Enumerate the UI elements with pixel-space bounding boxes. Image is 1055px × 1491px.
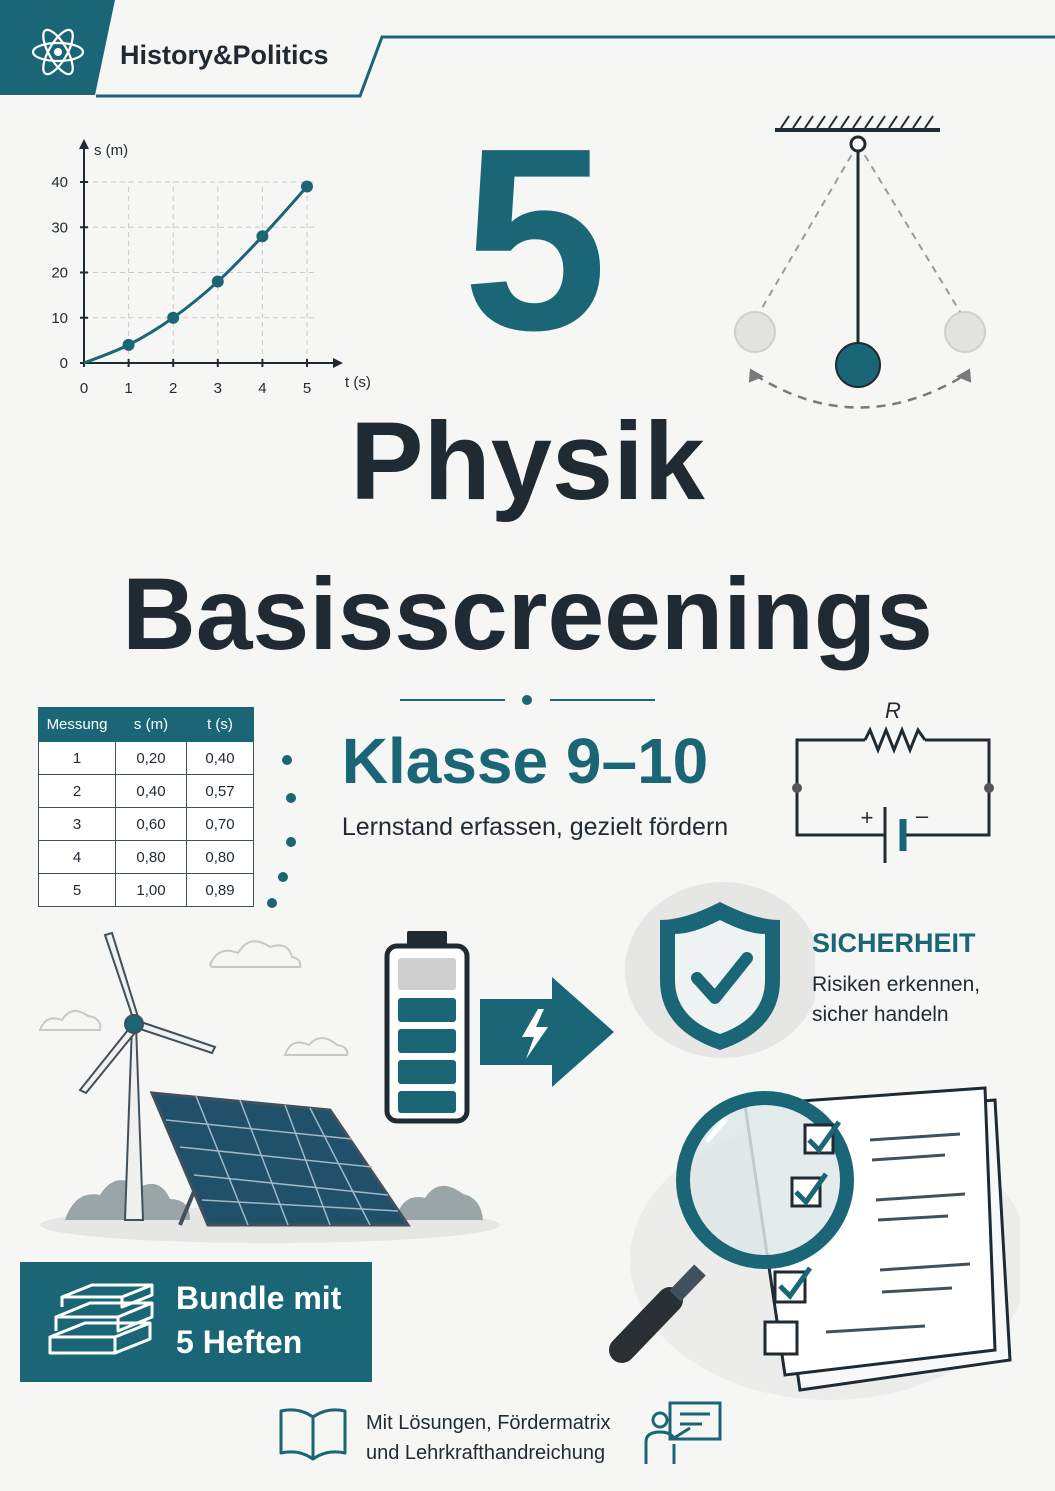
bundle-text bbox=[176, 1276, 341, 1364]
table-cell: 0,60 bbox=[116, 808, 187, 841]
table-row bbox=[39, 841, 254, 874]
x-tick-label: 4 bbox=[258, 380, 267, 397]
x-tick-label: 0 bbox=[79, 380, 89, 397]
table-cell: 4 bbox=[39, 841, 116, 874]
y-axis-arrow bbox=[79, 139, 89, 149]
circuit-diagram bbox=[785, 695, 1000, 870]
table-row bbox=[39, 874, 254, 907]
pendulum-illustration bbox=[725, 110, 1005, 420]
battery-icon bbox=[380, 928, 480, 1128]
x-tick-label: 5 bbox=[302, 380, 312, 397]
footer-line1: Mit Lösungen, Fördermatrix bbox=[366, 1412, 611, 1434]
title-line2: Basisscreenings bbox=[122, 557, 933, 671]
y-tick-label: 0 bbox=[59, 355, 68, 372]
table-header: s (m) bbox=[116, 708, 187, 742]
shield-check-icon bbox=[615, 880, 815, 1080]
table-cell: 2 bbox=[39, 775, 116, 808]
data-point bbox=[212, 276, 224, 288]
table-row bbox=[39, 775, 254, 808]
y-tick-label: 10 bbox=[51, 309, 68, 327]
table-header-row bbox=[39, 708, 254, 742]
bundle-line2: 5 Heften bbox=[176, 1324, 303, 1360]
table-header: Messung bbox=[39, 708, 116, 742]
table-cell: 3 bbox=[39, 808, 116, 841]
data-point bbox=[301, 181, 313, 193]
safety-title: SICHERHEIT bbox=[812, 928, 976, 958]
atom-icon bbox=[28, 22, 88, 82]
plus-sign: + bbox=[860, 805, 874, 830]
table-cell: 0,70 bbox=[187, 808, 254, 841]
table-cell: 1,00 bbox=[116, 874, 187, 907]
table-cell: 0,80 bbox=[187, 841, 254, 874]
teacher-icon bbox=[640, 1398, 725, 1468]
resistor-label: R bbox=[885, 698, 901, 723]
table-row bbox=[39, 742, 254, 775]
y-axis-label: s (m) bbox=[94, 142, 129, 159]
books-icon bbox=[40, 1275, 160, 1370]
series-line bbox=[84, 187, 307, 363]
y-tick-label: 20 bbox=[51, 264, 68, 282]
tagline: Lernstand erfassen, gezielt fördern bbox=[341, 813, 729, 841]
distance-time-chart bbox=[40, 135, 380, 405]
table-cell: 0,20 bbox=[116, 742, 187, 775]
y-tick-label: 40 bbox=[51, 174, 68, 191]
open-book-icon bbox=[277, 1403, 349, 1465]
table-cell: 0,80 bbox=[116, 841, 187, 874]
x-axis-label: t (s) bbox=[345, 374, 371, 391]
x-axis-arrow bbox=[333, 358, 343, 368]
brand-name: History&Politics bbox=[120, 40, 329, 70]
table-cell: 5 bbox=[39, 874, 116, 907]
x-tick-label: 1 bbox=[124, 380, 133, 397]
title-line1: Physik bbox=[350, 400, 705, 523]
measurement-table bbox=[38, 707, 254, 907]
table-cell: 0,40 bbox=[187, 742, 254, 775]
checklist-magnifier-illustration bbox=[600, 1060, 1020, 1400]
title-divider bbox=[395, 690, 660, 710]
x-tick-label: 2 bbox=[169, 380, 178, 397]
safety-text: Risiken erkennen, sicher handeln bbox=[812, 973, 981, 1026]
table-cell: 0,89 bbox=[187, 874, 254, 907]
grade-level: Klasse 9–10 bbox=[341, 725, 709, 797]
y-tick-label: 30 bbox=[51, 219, 68, 237]
table-header: t (s) bbox=[187, 708, 254, 742]
dotted-accent bbox=[262, 745, 302, 915]
x-tick-label: 3 bbox=[213, 380, 222, 397]
bundle-line1: Bundle mit bbox=[176, 1280, 342, 1316]
table-row bbox=[39, 808, 254, 841]
footer-line2: und Lehrkrafthandreichung bbox=[366, 1442, 606, 1464]
table-cell: 0,40 bbox=[116, 775, 187, 808]
energy-arrow-icon bbox=[478, 975, 618, 1090]
minus-sign: – bbox=[915, 803, 929, 828]
data-point bbox=[256, 230, 268, 242]
bundle-count: 5 bbox=[462, 95, 608, 385]
table-cell: 1 bbox=[39, 742, 116, 775]
footer-text bbox=[366, 1408, 611, 1468]
data-point bbox=[167, 312, 179, 324]
data-point bbox=[123, 339, 135, 351]
table-cell: 0,57 bbox=[187, 775, 254, 808]
